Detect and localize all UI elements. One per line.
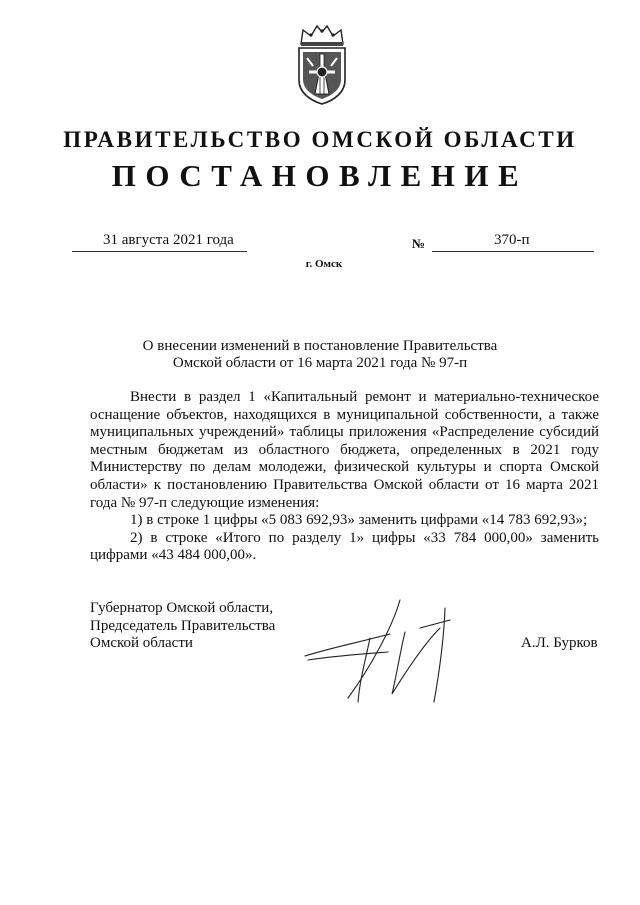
document-date: 31 августа 2021 года bbox=[103, 232, 234, 248]
signer-position-line: Губернатор Омской области, bbox=[90, 600, 274, 616]
subject-line: О внесении изменений в постановление Правительства bbox=[142, 338, 498, 354]
signer-position bbox=[90, 600, 330, 653]
signer-position-line: Омской области bbox=[90, 635, 193, 652]
handwritten-signature-icon bbox=[300, 598, 470, 708]
number-sign: № bbox=[412, 236, 426, 251]
date-underline bbox=[72, 251, 247, 252]
number-underline bbox=[432, 251, 594, 252]
signer-position-line: Председатель Правительства bbox=[90, 617, 276, 634]
body-paragraph: 1) в строке 1 цифры «5 083 692,93» заменить цифрами «14 783 692,93»; bbox=[130, 512, 588, 529]
body-paragraph: Внести в раздел 1 «Капитальный ремонт и материально-техническое оснащение объектов, находящихся в муниципальной собственности, а также муниципальных учреждений» таблицы приложения «Распределение субсидий местным бюджетам из областного бюджета, определенных в 2021 году Министерству по делам молодежи, физической культуры и спорта Омской области» к постановлению Правительства Омской области от 16 марта 2021 года № 97-п следующие изменения: bbox=[90, 389, 599, 511]
body-paragraph: 2) в строке «Итого по разделу 1» цифры «33 784 000,00» заменить цифрами «43 484 000,00». bbox=[90, 529, 599, 564]
document-subject bbox=[90, 338, 550, 372]
document-number: 370-п bbox=[494, 232, 530, 248]
signer-name: А.Л. Бурков bbox=[521, 635, 598, 651]
city-label: г. Омск bbox=[305, 258, 343, 270]
government-title: ПРАВИТЕЛЬСТВО ОМСКОЙ ОБЛАСТИ bbox=[63, 127, 577, 152]
document-type-title: ПОСТАНОВЛЕНИЕ bbox=[111, 158, 529, 193]
document-body bbox=[90, 389, 599, 565]
subject-line: Омской области от 16 марта 2021 года № 97-п bbox=[172, 355, 468, 371]
omsk-coat-of-arms-icon bbox=[293, 22, 351, 106]
